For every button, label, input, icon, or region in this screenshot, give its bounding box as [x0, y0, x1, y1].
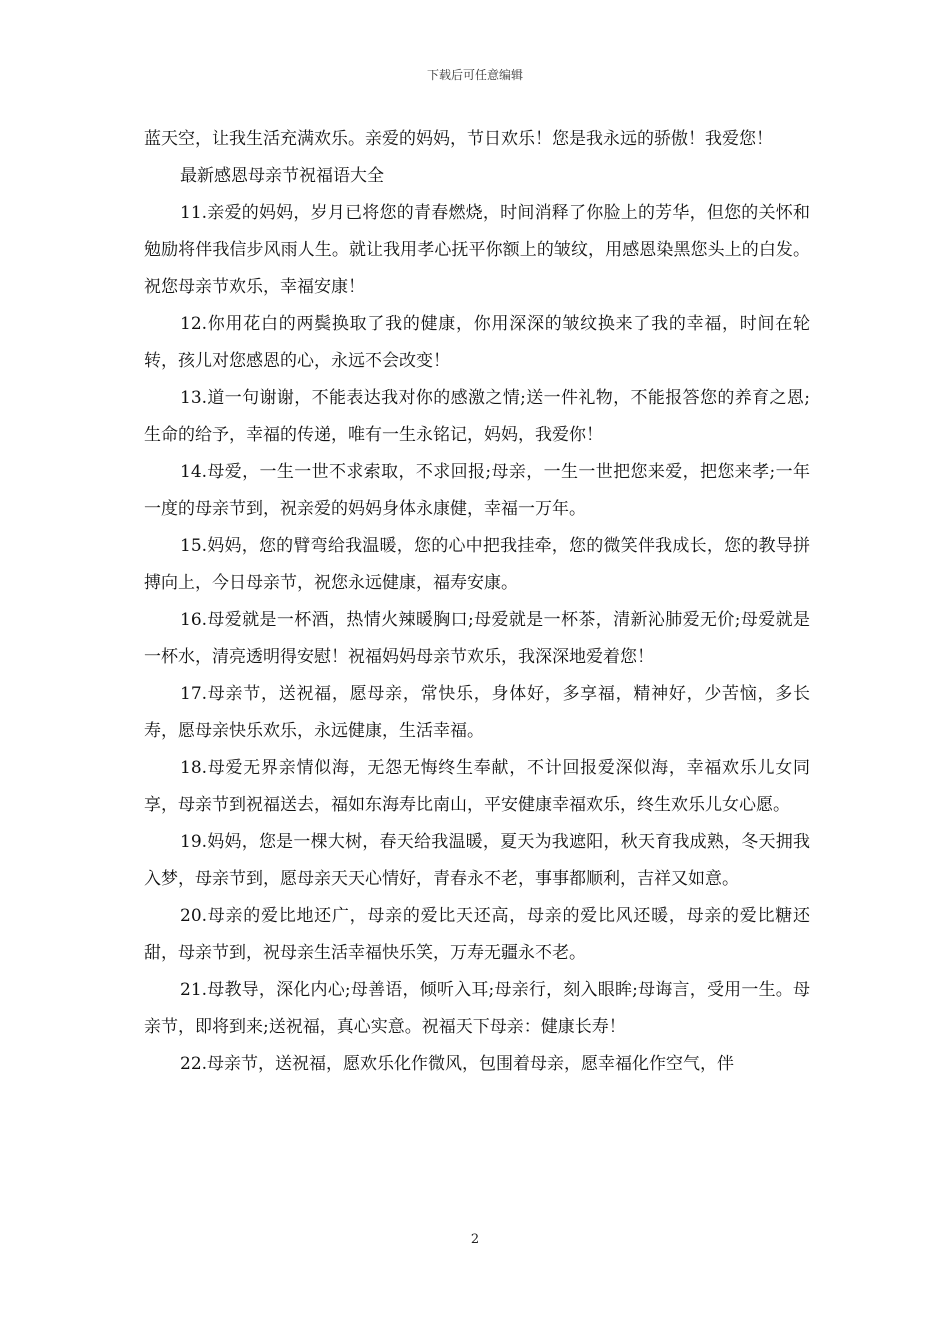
- page-header: 下载后可任意编辑: [426, 68, 523, 82]
- paragraph-continuation: 蓝天空，让我生活充满欢乐。亲爱的妈妈，节日欢乐！您是我永远的骄傲！我爱您！: [144, 129, 773, 149]
- paragraph-17: 17.母亲节，送祝福，愿母亲，常快乐，身体好，多享福，精神好，少苦恼，多长寿，愿母亲快乐欢乐，永远健康，生活幸福。: [144, 684, 810, 741]
- document-body: [144, 121, 810, 1083]
- section-heading: 最新感恩母亲节祝福语大全: [180, 166, 384, 186]
- page-number: 2: [470, 1232, 480, 1247]
- paragraph-18: 18.母爱无界亲情似海，无怨无悔终生奉献，不计回报爱深似海，幸福欢乐儿女同享，母亲节到祝福送去，福如东海寿比南山，平安健康幸福欢乐，终生欢乐儿女心愿。: [144, 758, 810, 815]
- paragraph-16: 16.母爱就是一杯酒，热情火辣暖胸口;母爱就是一杯茶，清新沁肺爱无价;母爱就是一杯水，清亮透明得安慰！祝福妈妈母亲节欢乐，我深深地爱着您！: [144, 610, 810, 667]
- paragraph-15: 15.妈妈，您的臂弯给我温暖，您的心中把我挂牵，您的微笑伴我成长，您的教导拼搏向上，今日母亲节，祝您永远健康，福寿安康。: [144, 536, 810, 593]
- paragraph-22: 22.母亲节，送祝福，愿欢乐化作微风，包围着母亲，愿幸福化作空气，伴: [180, 1054, 735, 1074]
- paragraph-21: 21.母教导，深化内心;母善语，倾听入耳;母亲行，刻入眼眸;母诲言，受用一生。母亲节，即将到来;送祝福，真心实意。祝福天下母亲：健康长寿！: [144, 980, 810, 1037]
- paragraph-12: 12.你用花白的两鬓换取了我的健康，你用深深的皱纹换来了我的幸福，时间在轮转，孩儿对您感恩的心，永远不会改变！: [144, 314, 810, 371]
- paragraph-14: 14.母爱，一生一世不求索取，不求回报;母亲，一生一世把您来爱，把您来孝;一年一度的母亲节到，祝亲爱的妈妈身体永康健，幸福一万年。: [144, 462, 810, 519]
- paragraph-11: 11.亲爱的妈妈，岁月已将您的青春燃烧，时间消释了你脸上的芳华，但您的关怀和勉励将伴我信步风雨人生。就让我用孝心抚平你额上的皱纹，用感恩染黑您头上的白发。祝您母亲节欢乐，幸福安康！: [144, 203, 810, 297]
- paragraph-20: 20.母亲的爱比地还广，母亲的爱比天还高，母亲的爱比风还暖，母亲的爱比糖还甜，母亲节到，祝母亲生活幸福快乐笑，万寿无疆永不老。: [144, 906, 810, 963]
- paragraph-19: 19.妈妈，您是一棵大树，春天给我温暖，夏天为我遮阳，秋天育我成熟，冬天拥我入梦，母亲节到，愿母亲天天心情好，青春永不老，事事都顺利，吉祥又如意。: [144, 832, 810, 889]
- paragraph-13: 13.道一句谢谢，不能表达我对你的感激之情;送一件礼物，不能报答您的养育之恩;生命的给予，幸福的传递，唯有一生永铭记，妈妈，我爱你！: [144, 388, 810, 445]
